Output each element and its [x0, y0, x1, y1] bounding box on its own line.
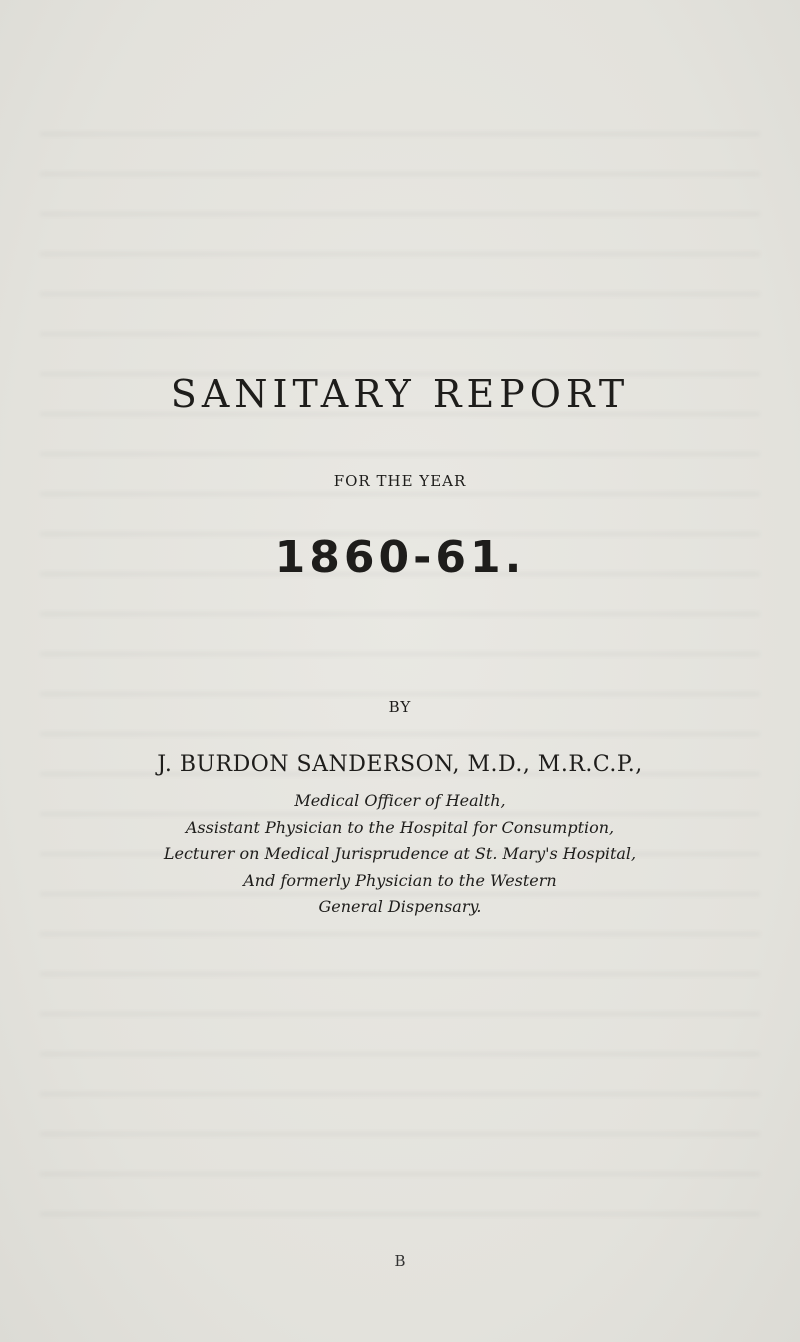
- by-label: BY: [388, 698, 412, 716]
- credential-line: Medical Officer of Health,: [294, 791, 506, 810]
- report-title: SANITARY REPORT: [170, 372, 630, 416]
- author-credentials: [0, 788, 800, 921]
- signature-mark: B: [394, 1252, 406, 1270]
- credential-line: And formerly Physician to the Western: [243, 870, 557, 890]
- bleed-through-text: [40, 110, 760, 1252]
- credential-line: Lecturer on Medical Jurisprudence at St. Mary's Hospital,: [163, 844, 637, 863]
- author-name: J. BURDON SANDERSON, M.D., M.R.C.P.,: [157, 752, 643, 777]
- report-year: 1860-61.: [274, 532, 526, 583]
- credential-line: Assistant Physician to the Hospital for Consumption,: [185, 817, 615, 837]
- credential-line: General Dispensary.: [318, 897, 482, 916]
- for-the-year-label: FOR THE YEAR: [333, 472, 467, 490]
